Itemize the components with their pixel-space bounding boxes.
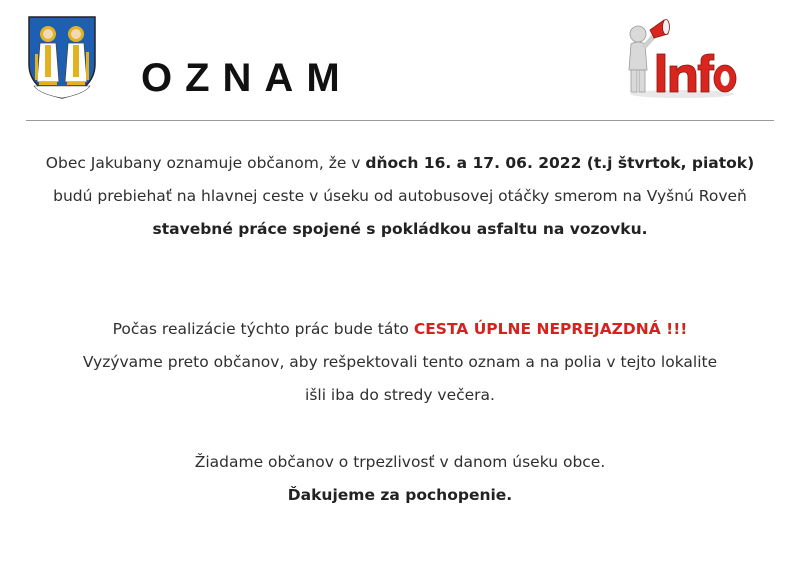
notice-line-request: Vyzývame preto občanov, aby rešpektovali tento oznam a na polia v tejto lokalite	[82, 353, 718, 371]
notice-line-dates	[0, 153, 800, 173]
info-megaphone-icon	[620, 14, 738, 100]
notice-line-closure	[0, 319, 800, 339]
notice-line-works: stavebné práce spojené s pokládkou asfaltu na vozovku.	[152, 220, 648, 238]
closure-intro-text: Počas realizácie týchto prác bude táto	[112, 320, 414, 338]
closure-warning: CESTA ÚPLNE NEPREJAZDNÁ !!!	[413, 320, 688, 338]
notice-dates: dňoch 16. a 17. 06. 2022 (t.j štvrtok, piatok)	[365, 154, 755, 172]
page-title: OZNAM	[141, 56, 353, 100]
header-divider	[26, 120, 774, 121]
notice-line-location: budú prebiehať na hlavnej ceste v úseku od autobusovej otáčky smerom na Vyšnú Roveň	[53, 187, 747, 205]
notice-line-patience: Žiadame občanov o trpezlivosť v danom úseku obce.	[194, 453, 606, 471]
notice-intro-text: Obec Jakubany oznamuje občanom, že v	[45, 154, 366, 172]
notice-line-thanks: Ďakujeme za pochopenie.	[287, 486, 513, 504]
municipal-crest-icon	[26, 14, 98, 100]
notice-line-deadline: išli iba do stredy večera.	[305, 386, 495, 404]
